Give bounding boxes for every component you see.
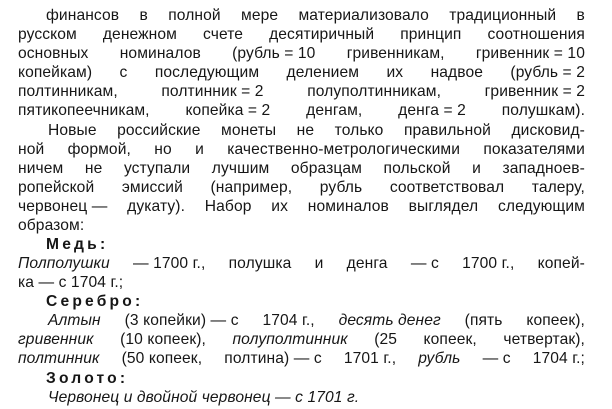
word: гривенник = 2 (484, 83, 585, 100)
word: копеек), (526, 312, 585, 329)
word: финансов (46, 7, 120, 24)
word: копеек, (423, 331, 477, 348)
word: и (472, 160, 481, 177)
word: их (271, 198, 288, 215)
word: монеты (221, 122, 277, 139)
text-line (48, 312, 585, 330)
word: полтинник (18, 350, 100, 367)
word: Полполушки (18, 255, 110, 272)
word: гривенник (18, 331, 94, 348)
word: российские (117, 122, 201, 139)
word: (10 копеек), (120, 331, 206, 348)
word: лучшим (211, 160, 270, 177)
word: правильной (403, 122, 491, 139)
word: 1704 г., (262, 312, 315, 329)
word: денга (346, 255, 388, 272)
word: но (154, 141, 172, 158)
word: (например, (210, 179, 293, 196)
word: 1701 г., (343, 350, 397, 367)
word: — 1700 г., (132, 255, 206, 272)
word: полуполтинникам, (307, 83, 442, 100)
text-line (46, 7, 585, 25)
word: только (334, 122, 384, 139)
word: — с (410, 255, 439, 272)
word: делением (286, 64, 360, 81)
word: денгам, (306, 102, 363, 119)
word: и (314, 255, 324, 272)
section-heading-silver: Серебро: (46, 293, 144, 310)
word: мере (241, 7, 279, 24)
word: — с (482, 350, 511, 367)
word: не (84, 160, 103, 177)
word: польской (383, 160, 451, 177)
word: материализовало (298, 7, 429, 24)
word: Набор (204, 198, 252, 215)
word: их (386, 64, 404, 81)
text-line (18, 331, 585, 349)
word: полтинник = 2 (161, 83, 264, 100)
word: не (296, 122, 315, 139)
text-line (18, 64, 585, 82)
word: копейка = 2 (185, 102, 271, 119)
word: десять денег (338, 312, 441, 329)
word: полуполтинник (232, 331, 348, 348)
word: с (119, 64, 128, 81)
word: (рубль = 10 (232, 45, 316, 62)
text-line (18, 179, 585, 197)
word: копейкам) (18, 64, 93, 81)
word: показателями (483, 141, 585, 158)
word: образом: (18, 217, 85, 234)
word: основных (18, 45, 89, 62)
word: (3 копейки) — с (124, 312, 239, 329)
word: последующим (154, 64, 260, 81)
text-line (18, 350, 585, 368)
word: принцип (400, 26, 462, 43)
word: в (139, 7, 148, 24)
word: счете (203, 26, 244, 43)
word: уступали (123, 160, 191, 177)
word: полушкам). (501, 102, 585, 119)
word: качественно-метрологическими (227, 141, 461, 158)
word: четвертак), (503, 331, 585, 348)
word: ропейской (18, 179, 95, 196)
word: ка — с 1704 г.; (18, 274, 124, 291)
word: следующим (497, 198, 585, 215)
word: десятиричный (269, 26, 375, 43)
text-line (18, 274, 612, 292)
word: гривенник = 10 (475, 45, 585, 62)
word: выглядел (408, 198, 479, 215)
word: Новые (48, 122, 97, 139)
word: 1700 г., (462, 255, 515, 272)
word: соответствовал (389, 179, 505, 196)
text-line (18, 83, 585, 101)
word: номиналов (119, 45, 201, 62)
word: 1704 г.; (532, 350, 585, 367)
word: полной (168, 7, 221, 24)
text-line (18, 26, 585, 44)
word: копей- (537, 255, 585, 272)
word: пятикопеечникам, (18, 102, 150, 119)
text-line (18, 102, 585, 120)
word: ничем (18, 160, 64, 177)
section-heading-gold: Золото: (46, 370, 129, 387)
word: ной (18, 141, 45, 158)
word: в (576, 7, 585, 24)
word: полтина) — с (224, 350, 322, 367)
text-line (18, 45, 585, 63)
text-line: Червонец и двойной червонец — с 1701 г. (48, 389, 360, 406)
text-line (18, 160, 585, 178)
word: (25 (374, 331, 398, 348)
word: (50 копеек, (121, 350, 203, 367)
word: формой, (67, 141, 131, 158)
word: (рубль = 2 (510, 64, 585, 81)
word: полушка (228, 255, 292, 272)
word: дисковид- (511, 122, 585, 139)
word: соотношения (487, 26, 585, 43)
text-line (18, 198, 585, 216)
word: дукату). (127, 198, 186, 215)
word: западноев- (502, 160, 585, 177)
word: денга = 2 (398, 102, 466, 119)
text-line (18, 217, 612, 235)
text-line (48, 122, 585, 140)
word: надвое (430, 64, 484, 81)
word: образцам (290, 160, 362, 177)
word: номиналов (307, 198, 389, 215)
word: денежном (102, 26, 177, 43)
word: рубль (319, 179, 363, 196)
text-line (18, 255, 585, 273)
word: рубль (418, 350, 461, 367)
word: эмиссий (121, 179, 183, 196)
word: и (195, 141, 204, 158)
word: полтинникам, (18, 83, 118, 100)
word: талеру, (531, 179, 585, 196)
word: традиционный (449, 7, 557, 24)
word: Алтын (48, 312, 101, 329)
word: червонец — (18, 198, 108, 215)
section-heading-copper: Медь: (46, 236, 109, 253)
word: (пять (464, 312, 503, 329)
word: русском (18, 26, 77, 43)
text-line (18, 141, 585, 159)
word: гривенникам, (346, 45, 445, 62)
